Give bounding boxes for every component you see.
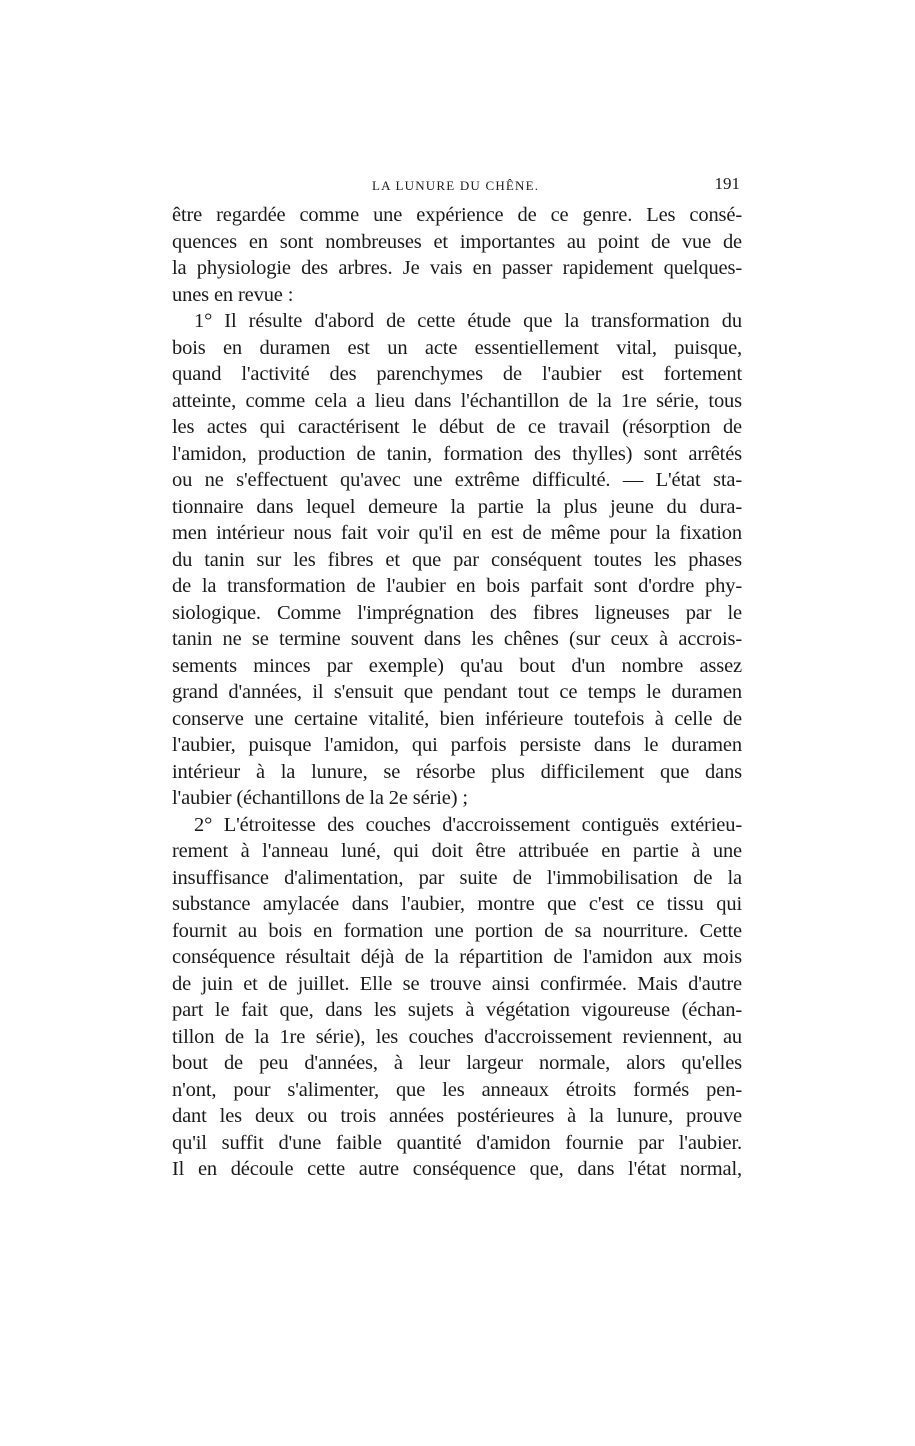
text-line: men intérieur nous fait voir qu'il en est de même pour la fixation xyxy=(172,522,742,544)
text-line: fournit au bois en formation une portion de sa nourriture. Cette xyxy=(172,919,742,942)
text-line: la physiologie des arbres. Je vais en passer rapidement quelques- xyxy=(172,257,742,279)
text-line: ou ne s'effectuent qu'avec une extrême difficulté. — L'état sta- xyxy=(172,469,742,491)
text-line: dant les deux ou trois années postérieures à la lunure, prouve xyxy=(172,1105,742,1127)
text-line: tillon de la 1re série), les couches d'accroissement reviennent, au xyxy=(172,1025,742,1048)
text-line: de juin et de juillet. Elle se trouve ainsi confirmée. Mais d'autre xyxy=(172,972,742,995)
text-line: Il en découle cette autre conséquence que, dans l'état normal, xyxy=(172,1158,742,1180)
text-line: conserve une certaine vitalité, bien inférieure toutefois à celle de xyxy=(172,707,742,730)
text-line: l'aubier, puisque l'amidon, qui parfois persiste dans le duramen xyxy=(172,734,742,756)
text-line: part le fait que, dans les sujets à végétation vigoureuse (échan- xyxy=(172,999,742,1021)
text-line: l'amidon, production de tanin, formation des thylles) sont arrêtés xyxy=(172,442,742,465)
text-line: du tanin sur les fibres et que par conséquent toutes les phases xyxy=(172,548,742,571)
text-line: substance amylacée dans l'aubier, montre que c'est ce tissu qui xyxy=(172,893,742,915)
text-line: tanin ne se termine souvent dans les chênes (sur ceux à accrois- xyxy=(172,628,742,650)
book-page xyxy=(172,170,742,1183)
text-line: tionnaire dans lequel demeure la partie la plus jeune du dura- xyxy=(172,495,742,518)
paragraph-2 xyxy=(172,308,742,812)
paragraph-1 xyxy=(172,202,742,308)
paragraph-3 xyxy=(172,812,742,1183)
text-line: 1° Il résulte d'abord de cette étude que la transformation du xyxy=(194,310,742,332)
text-line: les actes qui caractérisent le début de ce travail (résorption de xyxy=(172,416,742,438)
text-line: insuffisance d'alimentation, par suite de l'immobilisation de la xyxy=(172,866,742,889)
text-line: être regardée comme une expérience de ce genre. Les consé- xyxy=(172,204,742,226)
text-line: 2° L'étroitesse des couches d'accroissement contiguës extérieu- xyxy=(194,813,742,836)
text-line: qu'il suffit d'une faible quantité d'amidon fournie par l'aubier. xyxy=(172,1131,742,1154)
running-head xyxy=(172,170,742,202)
text-line: quences en sont nombreuses et importantes au point de vue de xyxy=(172,230,742,253)
body-text xyxy=(172,202,742,1183)
text-line: atteinte, comme cela a lieu dans l'échantillon de la 1re série, tous xyxy=(172,389,742,412)
text-line: unes en revue : xyxy=(172,283,294,306)
text-line: grand d'années, il s'ensuit que pendant tout ce temps le duramen xyxy=(172,681,742,703)
text-line: l'aubier (échantillons de la 2e série) ; xyxy=(172,787,468,809)
text-line: intérieur à la lunure, se résorbe plus difficilement que dans xyxy=(172,760,742,783)
text-line: n'ont, pour s'alimenter, que les anneaux étroits formés pen- xyxy=(172,1078,742,1101)
running-title: LA LUNURE DU CHÊNE. xyxy=(372,178,540,193)
text-line: rement à l'anneau luné, qui doit être attribuée en partie à une xyxy=(172,840,742,862)
text-line: bois en duramen est un acte essentiellement vital, puisque, xyxy=(172,336,742,359)
text-line: siologique. Comme l'imprégnation des fibres ligneuses par le xyxy=(172,601,742,624)
page-number: 191 xyxy=(714,174,740,193)
text-line: bout de peu d'années, à leur largeur normale, alors qu'elles xyxy=(172,1052,742,1074)
text-line: conséquence résultait déjà de la répartition de l'amidon aux mois xyxy=(172,946,742,968)
text-line: de la transformation de l'aubier en bois parfait sont d'ordre phy- xyxy=(172,575,742,597)
text-line: quand l'activité des parenchymes de l'aubier est fortement xyxy=(172,363,742,385)
text-line: sements minces par exemple) qu'au bout d'un nombre assez xyxy=(172,654,742,677)
